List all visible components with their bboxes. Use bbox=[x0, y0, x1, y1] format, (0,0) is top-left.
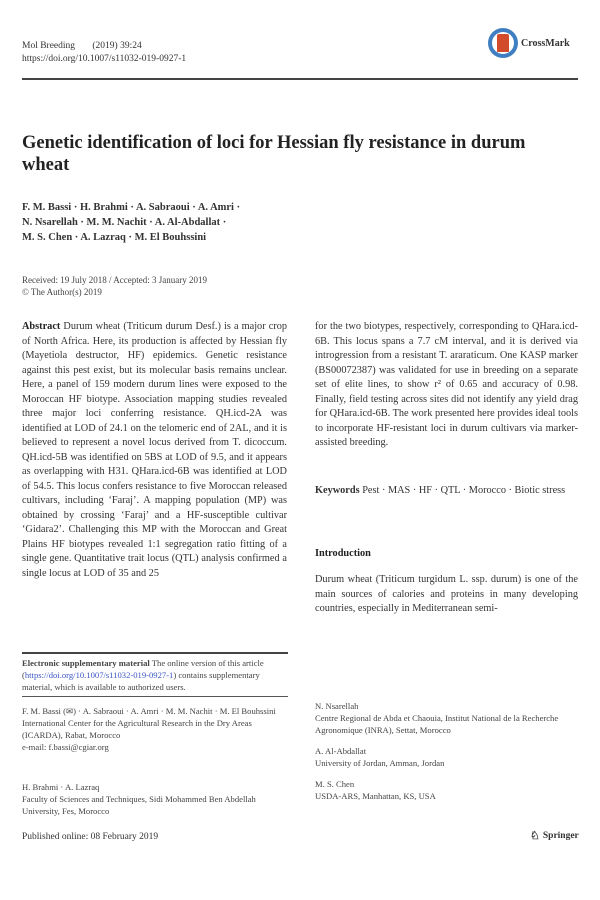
esm-top-rule bbox=[22, 652, 288, 654]
header-rule bbox=[22, 78, 578, 80]
keywords bbox=[315, 484, 578, 499]
affiliation-names: N. Nsarellah bbox=[315, 701, 359, 711]
springer-horse-icon: ♘ bbox=[530, 830, 540, 842]
abstract-text: Durum wheat (Triticum durum Desf.) is a major crop of North Africa. Here, its production is affected by Hessian fly (Mayetiola destructor, HF) epidemics. Genetic resistance against this pest exist, but its molecular basis remains unclear. Here, a panel of 159 modern durum lines were exposed to the Moroccan HF biotype. Association mapping studies revealed three major loci conferring resistance. QH.icd-2A was identified at LOD of 24.1 on the telomeric end of 2AL, and it is believed to represent a novel locus derived from T. dicoccum. QH.icd-5B was identified on 5BS at LOD of 9.5, and it appears as overlapping with H31. QHara.icd-6B was identified at LOD of 54.5. This locus confers resistance to five Moroccan released cultivars, including ‘Faraj’. A mapping population (MP) was obtained by crossing ‘Faraj’ and a HF-susceptible cultivar ‘Gidara2’. Challenging this MP with the Moroccan and Great Plains HF biotypes revealed 1:1 segregation ratio fitting of a single gene. Quantitative trait locus (QTL) analysis confirmed a single locus at LOD of 35 and 25 bbox=[22, 321, 288, 579]
introduction-heading: Introduction bbox=[315, 548, 371, 559]
affiliation-names: M. S. Chen bbox=[315, 779, 355, 789]
article-dates bbox=[22, 274, 207, 298]
crossmark-label: CrossMark bbox=[521, 37, 570, 49]
crossmark-icon bbox=[488, 28, 518, 58]
abstract-label: Abstract bbox=[22, 321, 61, 332]
esm-bottom-rule bbox=[22, 696, 288, 697]
springer-logo bbox=[530, 829, 579, 842]
doi-link[interactable]: https://doi.org/10.1007/s11032-019-0927-1 bbox=[22, 54, 187, 64]
article-title: Genetic identification of loci for Hessian fly resistance in durum wheat bbox=[22, 133, 526, 175]
affiliation-names: F. M. Bassi (✉) · A. Sabraoui · A. Amri · M. M. Nachit · M. El Bouhssini bbox=[22, 706, 276, 716]
author-line: F. M. Bassi · H. Brahmi · A. Sabraoui · A. Amri · bbox=[22, 202, 241, 213]
affiliation-institution: International Center for the Agricultural Research in the Dry Areas (ICARDA), Rabat, Morocco bbox=[22, 718, 252, 740]
published-online-date: Published online: 08 February 2019 bbox=[22, 832, 159, 842]
affiliation-names: A. Al-Abdallat bbox=[315, 746, 367, 756]
esm-link[interactable]: https://doi.org/10.1007/s11032-019-0927-1 bbox=[24, 670, 174, 680]
journal-volume: (2019) 39:24 bbox=[92, 41, 142, 51]
affiliation-usda bbox=[315, 778, 580, 802]
affiliation-fes bbox=[22, 781, 288, 817]
esm-text-after: ) contains supplementary material, which is available to authorized users. bbox=[22, 670, 260, 692]
introduction-text: Durum wheat (Triticum turgidum L. ssp. durum) is one of the main sources of calories and proteins in many developing countries, especially in Mediterranean semi- bbox=[315, 574, 578, 614]
affiliation-icarda bbox=[22, 705, 288, 753]
publisher-name: Springer bbox=[542, 830, 579, 841]
crossmark-badge[interactable] bbox=[488, 28, 570, 58]
esm-label: Electronic supplementary material bbox=[22, 658, 150, 668]
affiliation-institution: Centre Regional de Abda et Chaouia, Institut National de la Recherche Agronomique (INRA), Settat, Morocco bbox=[315, 713, 559, 735]
abstract-left-column bbox=[22, 320, 287, 581]
author-line: N. Nsarellah · M. M. Nachit · A. Al-Abdallat · bbox=[22, 217, 227, 228]
affiliation-inra bbox=[315, 700, 580, 736]
journal-citation bbox=[22, 40, 142, 53]
author-list bbox=[22, 200, 322, 245]
author-line: M. S. Chen · A. Lazraq · M. El Bouhssini bbox=[22, 232, 207, 243]
keywords-text: Pest · MAS · HF · QTL · Morocco · Biotic stress bbox=[362, 485, 566, 496]
keywords-label: Keywords bbox=[315, 485, 360, 496]
journal-name: Mol Breeding bbox=[22, 41, 76, 51]
affiliation-institution: USDA-ARS, Manhattan, KS, USA bbox=[315, 791, 436, 801]
esm-text-before: The online version of this article ( bbox=[22, 658, 264, 680]
copyright-notice: © The Author(s) 2019 bbox=[22, 287, 102, 297]
affiliation-jordan bbox=[315, 745, 580, 769]
affiliation-names: H. Brahmi · A. Lazraq bbox=[22, 782, 100, 792]
affiliation-institution: Faculty of Sciences and Techniques, Sidi Mohammed Ben Abdellah University, Fes, Morocco bbox=[22, 794, 256, 816]
received-accepted-dates: Received: 19 July 2018 / Accepted: 3 January 2019 bbox=[22, 275, 207, 285]
electronic-supplementary-material bbox=[22, 657, 288, 693]
abstract-right-column: for the two biotypes, respectively, corresponding to QHara.icd-6B. This locus spans a 7.7 cM interval, and it is derived via introgression from a resistant T. araraticum. One KASP marker (BS00072387) was validated for use in breeding on a separate set of elite lines, to show r² of 0.65 and accuracy of 0.98. Finally, field testing across sites did not identify any yield drag for QHara.icd-6B. The work presented here provides ideal tools to incorporate HF-resistant loci in durum cultivars via marker-assisted breeding. bbox=[315, 321, 578, 448]
corresponding-email[interactable]: e-mail: f.bassi@cgiar.org bbox=[22, 742, 109, 752]
affiliation-institution: University of Jordan, Amman, Jordan bbox=[315, 758, 445, 768]
